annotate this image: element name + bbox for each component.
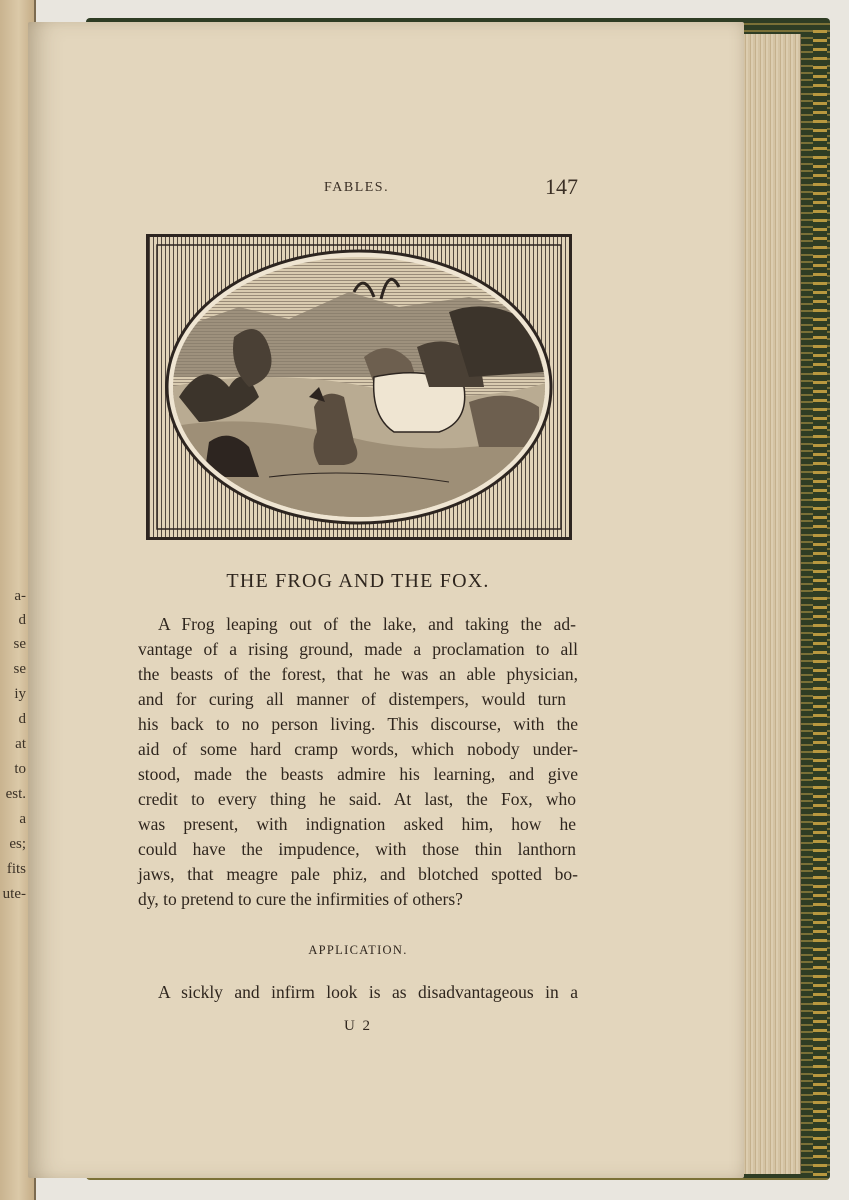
left-page-fragment: to [14, 761, 26, 777]
woodcut-illustration [146, 234, 572, 540]
body-line: stood, made the beasts admire his learning, and give [138, 764, 578, 784]
left-page-fragment: iy [14, 686, 26, 702]
left-page-fragment: es; [9, 836, 26, 852]
body-line: dy, to pretend to cure the infirmities of others? [138, 889, 463, 909]
body-line: A Frog leaping out of the lake, and taking the ad- [158, 614, 576, 634]
body-line: vantage of a rising ground, made a proclamation to all [138, 639, 578, 659]
body-line: his back to no person living. This discourse, with the [138, 714, 578, 734]
left-page-fragment: ute- [2, 886, 26, 902]
application-text: A sickly and infirm look is as disadvantageous in a [158, 982, 578, 1002]
body-line: the beasts of the forest, that he was an able physician, [138, 664, 578, 684]
body-line: jaws, that meagre pale phiz, and blotched spotted bo- [138, 864, 578, 884]
body-line: was present, with indignation asked him, how he [138, 814, 576, 834]
page-number: 147 [545, 174, 578, 199]
left-page-fragment: d [18, 711, 26, 727]
left-page-fragment: a- [14, 588, 26, 604]
page-block-edges [738, 34, 801, 1174]
left-page-fragment: at [15, 736, 26, 752]
left-page-fragment: a [19, 811, 26, 827]
left-page-fragment: se [13, 661, 26, 677]
running-head: FABLES. [324, 180, 390, 195]
book-page [28, 22, 744, 1178]
left-page-fragment: est. [5, 786, 26, 802]
body-line: and for curing all manner of distempers, would turn [138, 689, 566, 709]
body-line: could have the impudence, with those thin lanthorn [138, 839, 576, 859]
woodcut-image [149, 237, 569, 537]
cover-gilt-edge [813, 26, 827, 1176]
left-page-fragment: se [13, 636, 26, 652]
signature-mark: U 2 [343, 1018, 373, 1034]
body-line: credit to every thing he said. At last, the Fox, who [138, 789, 576, 809]
left-page-fragment: fits [6, 861, 26, 877]
body-line: aid of some hard cramp words, which nobody under- [138, 739, 578, 759]
left-page-fragment: d [18, 612, 26, 628]
application-heading: APPLICATION. [308, 943, 408, 957]
fable-title: THE FROG AND THE FOX. [226, 570, 490, 592]
